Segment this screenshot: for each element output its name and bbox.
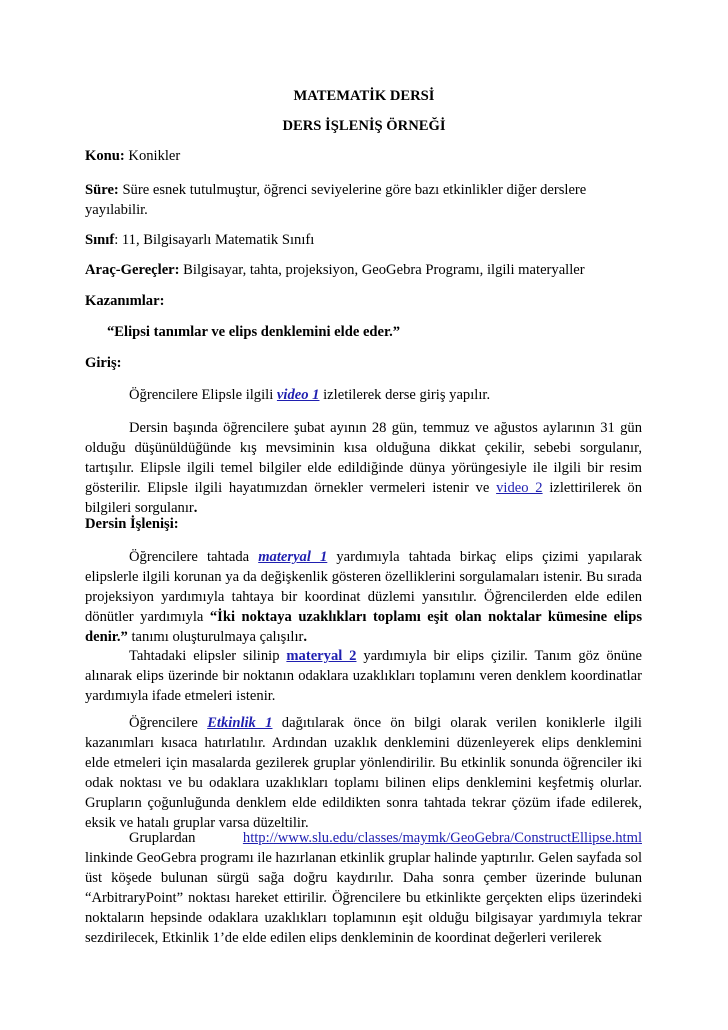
- title-line-1: MATEMATİK DERSİ: [293, 88, 435, 104]
- giris-paragraph-2: Dersin başında öğrencilere şubat ayının 28 gün, temmuz ve ağustos aylarının 31 gün olduğu düşünüldüğünde kış mevsiminin kısa olduğuna dikkat çekilir, sebebi sorgulanır, tartışılır. Elipsle ilgili temel bilgiler elde edildiğinde dünya yörüngesiyle ile ilgili bir resim gösterilir. Elipsle ilgili hayatımızdan örnekler vermeleri istenir ve video 2 izlettirilerek ön bilgileri sorgulanır.: [85, 420, 642, 516]
- video-2-link[interactable]: video 2: [496, 480, 543, 496]
- konu-label: Konu:: [85, 148, 125, 164]
- dersin-paragraph-3: Öğrencilere Etkinlik 1 dağıtılarak önce ön bilgi olarak verilen koniklerle ilgili kazanımları kısaca hatırlatılır. Ardından uzaklık denklemini düzenleyerek elips denklemini elde etmeleri için masalarda gezilerek gruplar yönlendirilir. Bu etkinlik sonunda öğrenciler iki odak noktası ve bu odaklara uzaklıkları toplamı bilinen elips denklemini keşfetmiş olurlar. Grupların çoğunluğunda denklem elde edildikten sonra tahtada tekrar çözüm ifade edilerek, eksik ve hatalı gruplar varsa düzeltilir.: [85, 715, 642, 831]
- dersin-paragraph-1: Öğrencilere tahtada materyal 1 yardımıyla tahtada birkaç elips çizimi yapılarak elipslerle ilgili korunan ya da değişkenlik gösteren özelliklerini sorgulamaları istenir. Bu sırada projeksiyon yardımıyla tahtaya bir koordinat düzlemi yansıtılır. Öğrencilerden elde edilen dönütler yardımıyla “İki noktaya uzaklıkları toplamı eşit olan noktalar kümesine elips denir.” tanımı oluşturulmaya çalışılır.: [85, 549, 642, 645]
- giris-paragraph-1: Öğrencilere Elipsle ilgili video 1 izletilerek derse giriş yapılır.: [129, 387, 491, 403]
- materyal-1-link[interactable]: materyal 1: [258, 549, 328, 565]
- video-1-link[interactable]: video 1: [276, 387, 320, 403]
- sure-value: Süre esnek tutulmuştur, öğrenci seviyelerine göre bazı etkinlikler diğer derslere yayılabilir.: [85, 182, 587, 218]
- giris-heading: Giriş:: [85, 355, 122, 371]
- konu-value: Konikler: [124, 148, 181, 164]
- construct-ellipse-link[interactable]: http://www.slu.edu/classes/maymk/GeoGebra/ConstructEllipse.html: [242, 830, 642, 846]
- sinif-value: : 11, Bilgisayarlı Matematik Sınıfı: [114, 232, 315, 248]
- arac-value: Bilgisayar, tahta, projeksiyon, GeoGebra Programı, ilgili materyaller: [179, 262, 585, 278]
- sinif-label: Sınıf: [85, 232, 115, 248]
- kazanimlar-heading: Kazanımlar:: [85, 293, 165, 309]
- konu-line: [85, 146, 642, 166]
- materyal-2-link[interactable]: materyal 2: [286, 648, 357, 664]
- sure-line: [85, 180, 642, 220]
- dersin-islenisi-heading: Dersin İşlenişi:: [85, 516, 179, 532]
- sure-label: Süre:: [85, 182, 119, 198]
- dersin-paragraph-4: linkinde GeoGebra programı ile hazırlanan etkinlik gruplar halinde yaptırılır. Gelen sayfada sol üst köşede bulunan sürgü sağa doğru kaydırılır. Daha sonra çember üzerinde bulunan “ArbitraryPoint” noktası hareket ettirilir. Öğrencilere bu etkinlikte gerçekten elips üzerindeki noktaların hepsinde odaklara uzaklıkları toplamının eşit olduğu bilgisayar yardımıyla tekrar sezdirilecek, Etkinlik 1’de elde edilen elips denkleminin de koordinat değerleri verilerek: [85, 850, 642, 946]
- dersin-paragraph-4-first-line: Gruplardan http://www.slu.edu/classes/maymk/GeoGebra/ConstructEllipse.html: [129, 830, 642, 846]
- kazanim-quote: “Elipsi tanımlar ve elips denklemini elde eder.”: [107, 324, 401, 340]
- sinif-line: [85, 230, 642, 250]
- dersin-paragraph-2: Tahtadaki elipsler silinip materyal 2 yardımıyla bir elips çizilir. Tanım göz önüne alınarak elips üzerinde bir noktanın odaklara uzaklıkları toplamını veren denklem koordinatlar yardımıyla ifade etmeleri istenir.: [85, 648, 642, 704]
- arac-label: Araç-Gereçler:: [85, 262, 180, 278]
- etkinlik-1-link[interactable]: Etkinlik 1: [207, 715, 273, 731]
- arac-line: [85, 260, 642, 280]
- title-line-2: DERS İŞLENİŞ ÖRNEĞİ: [282, 118, 446, 134]
